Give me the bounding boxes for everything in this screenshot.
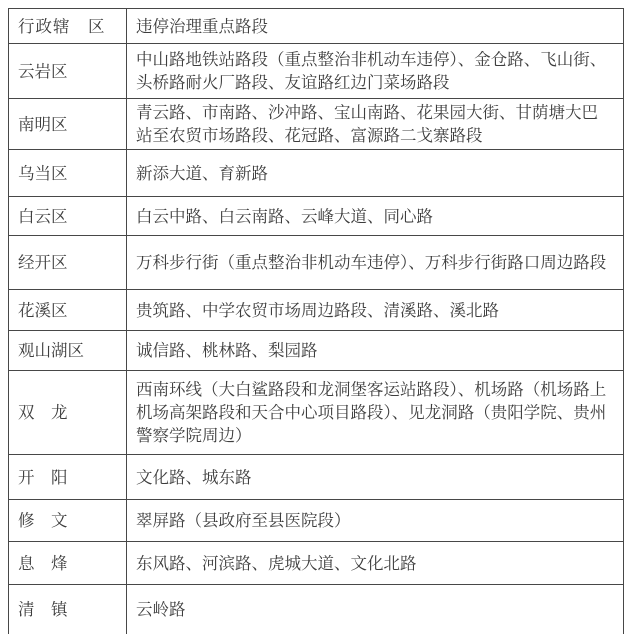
table-row xyxy=(9,236,624,290)
roads-cell: 万科步行街（重点整治非机动车违停）、万科步行街路口周边路段 xyxy=(127,236,624,290)
table-row xyxy=(9,371,624,455)
table-row xyxy=(9,500,624,542)
roads-cell: 云岭路 xyxy=(127,585,624,634)
table-row xyxy=(9,455,624,500)
table-row xyxy=(9,197,624,236)
district-cell: 南明区 xyxy=(9,99,127,150)
district-cell: 白云区 xyxy=(9,197,127,236)
district-cell: 清 镇 xyxy=(9,585,127,634)
roads-cell: 东风路、河滨路、虎城大道、文化北路 xyxy=(127,542,624,585)
table-row xyxy=(9,99,624,150)
district-cell: 乌当区 xyxy=(9,150,127,197)
table-header xyxy=(9,9,624,44)
district-cell: 经开区 xyxy=(9,236,127,290)
roads-cell: 文化路、城东路 xyxy=(127,455,624,500)
roads-cell: 新添大道、育新路 xyxy=(127,150,624,197)
district-cell: 息 烽 xyxy=(9,542,127,585)
roads-cell: 中山路地铁站路段（重点整治非机动车违停）、金仓路、飞山街、头桥路耐火厂路段、友谊路红边门菜场路段 xyxy=(127,44,624,99)
roads-cell: 白云中路、白云南路、云峰大道、同心路 xyxy=(127,197,624,236)
roads-cell: 西南环线（大白鲨路段和龙洞堡客运站路段）、机场路（机场路上机场高架路段和天合中心项目路段）、见龙洞路（贵阳学院、贵州警察学院周边） xyxy=(127,371,624,455)
roads-cell: 翠屏路（县政府至县医院段） xyxy=(127,500,624,542)
illegal-parking-roads-table xyxy=(8,8,624,634)
table-row xyxy=(9,331,624,371)
district-cell: 观山湖区 xyxy=(9,331,127,371)
district-cell: 花溪区 xyxy=(9,290,127,331)
table-row xyxy=(9,150,624,197)
district-header-cell: 行政辖 区 xyxy=(9,9,127,44)
table-container xyxy=(8,8,623,634)
district-cell: 云岩区 xyxy=(9,44,127,99)
table-body xyxy=(9,44,624,634)
table-row xyxy=(9,44,624,99)
district-cell: 开 阳 xyxy=(9,455,127,500)
district-cell: 修 文 xyxy=(9,500,127,542)
roads-header-cell: 违停治理重点路段 xyxy=(127,9,624,44)
table-row xyxy=(9,290,624,331)
district-cell: 双 龙 xyxy=(9,371,127,455)
roads-cell: 青云路、市南路、沙冲路、宝山南路、花果园大街、甘荫塘大巴站至农贸市场路段、花冠路、富源路二戈寨路段 xyxy=(127,99,624,150)
header-row xyxy=(9,9,624,44)
roads-cell: 诚信路、桃林路、梨园路 xyxy=(127,331,624,371)
table-row xyxy=(9,585,624,634)
roads-cell: 贵筑路、中学农贸市场周边路段、清溪路、溪北路 xyxy=(127,290,624,331)
table-row xyxy=(9,542,624,585)
